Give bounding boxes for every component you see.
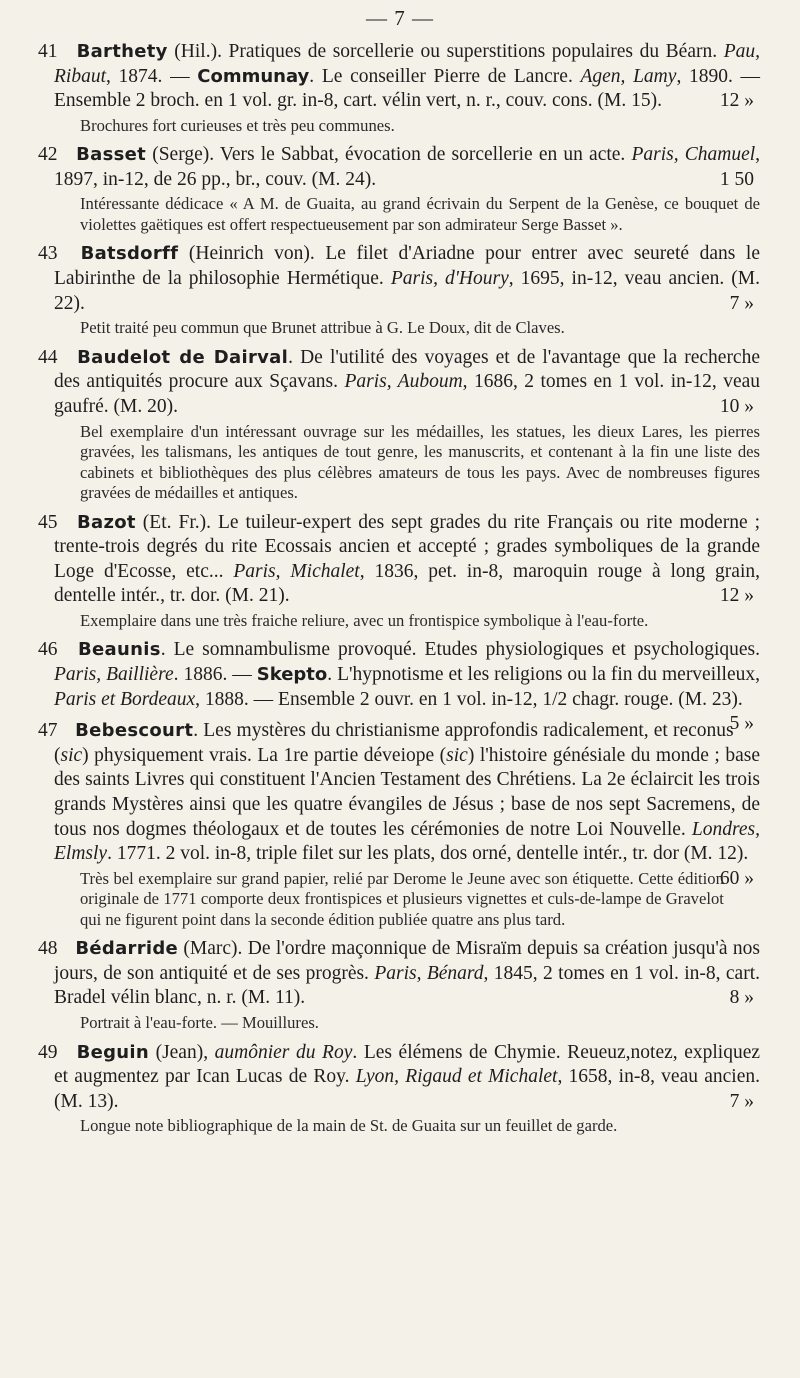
entry-price: 10 » [719,395,754,417]
entry-text: . 1886. — [173,664,257,685]
entry-number: 47 [38,720,58,742]
entry-author: Basset [76,144,147,166]
entry-description [38,143,761,192]
entry-author: Skepto [256,664,328,685]
entry-author: Bédarride [75,938,179,960]
entry-imprint: Pau, Ribaut [54,41,760,87]
entry-description [38,346,761,420]
entry-imprint: Paris, Baillière [54,664,174,685]
entry-author: Communay [197,65,310,87]
entry-note: Exemplaire dans une très fraiche reliure, avec un frontispice symbolique à l'eau-forte. [80,610,649,630]
catalogue-entry [38,937,760,1033]
entry-text: . Les mystères du christianisme approfondis radicalement, et reconus ( [54,720,734,766]
entry-imprint: Paris, Chamuel [631,144,756,166]
entry-note: Brochures fort curieuses et très peu communes. [80,115,395,135]
entry-number: 45 [38,511,58,533]
entry-author: Batsdorff [80,243,179,265]
catalogue-entry [38,1041,761,1137]
entry-description [38,242,761,316]
entry-note: Intéressante dédicace « A M. de Guaita, au grand écrivain du Serpent de la Genèse, ce bouquet de violettes gaëtiques est offert respectueusement par son admirateur Serge Basset ». [80,194,760,234]
entry-imprint: Londres, Elmsly [54,818,760,865]
entry-author: Bebescourt [75,720,194,742]
entry-description [38,719,760,889]
entry-author: Barthety [76,41,168,62]
catalogue-entry [38,511,760,632]
entry-note: Bel exemplaire d'un intéressant ouvrage sur les médailles, les statues, les dieux Lares, les pierres gravées, les talismans, les antiques de tout genre, les manuscrits, et contenant à la fin une liste des cabinets et bibliothèques des plus célèbres amateurs de tous les pays. Avec de nombreuses figures gravées de médailles et antiques. [80,421,760,503]
entry-text: (Et. Fr.). Le tuileur-expert des sept grades du rite Français ou rite moderne ; trente-trois degrés du rite Ecossais ancien et accepté ; grades symboliques de la grande Loge d'Ecosse, etc... [54,511,760,582]
entry-text: , 1874. — [106,65,198,87]
catalogue-entry [38,40,761,136]
entry-price: 1 50 [719,168,754,190]
entry-text-italic: sic [60,744,83,766]
catalogue-entry [38,242,761,338]
entry-text: , 1888. — Ensemble 2 ouvr. en 1 vol. in-12, 1/2 chagr. rouge. (M. 23). [195,688,743,710]
entry-text: , 1845, 2 tomes en 1 vol. in-8, cart. Bradel vélin blanc, n. r. (M. 11). [54,962,760,1009]
entry-text: , 1686, 2 tomes en 1 vol. in-12, veau gaufré. (M. 20). [54,371,761,417]
entry-price: 12 » [719,90,754,112]
entry-imprint: Paris, d'Houry [390,268,509,290]
entry-author: Bazot [76,511,136,533]
entry-imprint: Paris, Michalet [233,560,360,582]
catalogue-entry [38,346,761,504]
catalogue-entry [38,143,761,235]
entry-text: , 1658, in-8, veau ancien. (M. 13). [54,1066,760,1112]
entry-description [38,40,761,114]
entry-text: . Les élémens de Chymie. Reueuz,notez, expliquez et augmentez par Ican Lucas de Roy. [54,1041,761,1088]
entry-note: Longue note bibliographique de la main de St. de Guaita sur un feuillet de garde. [80,1116,618,1136]
entry-text: (Heinrich von). Le filet d'Ariadne pour entrer avec seureté dans le Labirinthe de la philosophie Hermétique. [54,243,761,290]
entry-text: , 1695, in-12, veau ancien. (M. 22). [54,268,760,314]
entry-text: , 1897, in-12, de 26 pp., br., couv. (M. 24). [54,144,761,190]
entry-text: (Marc). De l'ordre maçonnique de Misraïm depuis sa création jusqu'à nos jours, de son antiquité et de ses progrès. [54,938,760,984]
entry-price: 5 » [729,713,754,735]
entry-text-italic: aumônier du Roy [214,1041,353,1063]
entry-text: , 1890. — Ensemble 2 broch. en 1 vol. gr. in-8, cart. vélin vert, n. r., couv. cons. (M. 15). [54,65,761,112]
entry-price: 12 » [719,585,754,607]
entry-note: Portrait à l'eau-forte. — Mouillures. [80,1013,319,1033]
entry-imprint: Paris, Bénard [374,962,484,984]
entry-number: 42 [38,144,58,166]
entry-text: ) physiquement vrais. La 1re partie déveiope ( [82,744,447,766]
entry-number: 49 [38,1041,58,1063]
entry-list [38,40,761,1144]
entry-author: Beguin [76,1041,149,1063]
entry-description [38,937,760,1011]
entry-note: Petit traité peu commun que Brunet attribue à G. Le Doux, dit de Claves. [80,318,565,338]
entry-price: 60 » [719,867,754,889]
entry-text: (Serge). Vers le Sabbat, évocation de sorcellerie en un acte. [146,144,632,166]
entry-text-italic: sic [446,744,468,766]
entry-text: , 1836, pet. in-8, maroquin rouge à long grain, dentelle intér., tr. dor. (M. 21). [54,560,760,607]
entry-text: . De l'utilité des voyages et de l'avantage que la recherche des antiquités procure aux Sçavans. [54,346,760,393]
entry-text: (Hil.). Pratiques de sorcellerie ou superstitions populaires du Béarn. [167,41,724,62]
entry-number: 46 [38,639,58,661]
entry-price: 8 » [729,987,754,1009]
entry-text: . Le conseiller Pierre de Lancre. [309,65,581,87]
entry-price: 7 » [729,1090,754,1112]
entry-text: (Jean), [149,1041,215,1063]
entry-price: 7 » [729,292,754,314]
entry-imprint: Paris et Bordeaux [54,688,196,710]
entry-number: 44 [38,346,58,368]
entry-description [38,1041,761,1115]
entry-imprint: Paris, Auboum [344,371,463,393]
entry-number: 41 [38,41,58,62]
page-number: — 7 — [366,6,434,30]
catalogue-entry [38,719,760,930]
entry-author: Beaunis [78,639,161,661]
entry-text: ) l'histoire génésiale du monde ; base des saints Livres qui constituent l'Ancien Testament des Chrétiens. La 2e éclaircit les trois grands Mystères ainsi que les quatre évangiles de Jésus ; base de nos sept Sacremens, de tous nos dogmes théologaux et de toutes les cérémonies de notre Loi Nouvelle. [54,744,760,840]
entry-number: 43 [38,243,58,265]
entry-imprint: Lyon, Rigaud et Michalet [355,1066,558,1088]
entry-text: . L'hypnotisme et les religions ou la fin du merveilleux, [327,664,760,685]
entry-number: 48 [38,938,58,960]
entry-text: . 1771. 2 vol. in-8, triple filet sur les plats, dos orné, dentelle intér., tr. dor (M. 12). [107,843,749,865]
entry-imprint: Agen, Lamy [580,65,677,87]
entry-description [38,511,760,609]
entry-text: . Le somnambulisme provoqué. Etudes physiologiques et psychologiques. [160,639,760,661]
entry-author: Baudelot de Dairval [77,346,289,368]
entry-note: Très bel exemplaire sur grand papier, relié par Derome le Jeune avec son étiquette. Cette édition originale de 1771 comporte deux frontispices et plusieurs vignettes et culs-de-lampe de Gravelot qui ne figurent point dans la seconde édition publiée quatre ans plus tard. [80,868,724,929]
